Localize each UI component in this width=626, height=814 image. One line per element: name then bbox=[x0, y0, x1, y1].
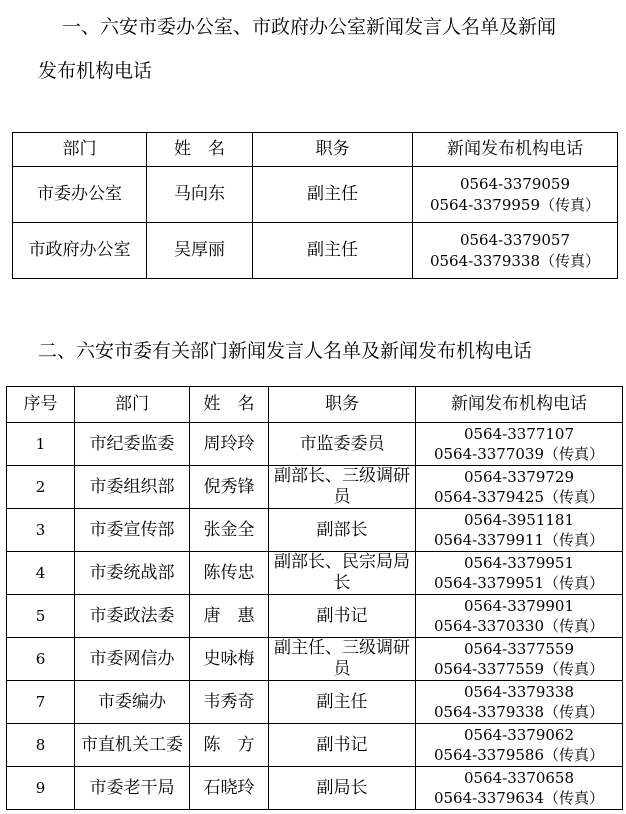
phone-number: 0564-3379729 bbox=[463, 468, 575, 486]
table-row bbox=[7, 509, 623, 552]
phone-cell bbox=[416, 595, 623, 638]
name-cell: 陈 方 bbox=[190, 724, 269, 767]
header-name: 姓 名 bbox=[147, 133, 253, 167]
header-index: 序号 bbox=[7, 387, 75, 423]
section2-table bbox=[6, 386, 623, 810]
table-row bbox=[13, 167, 618, 223]
header-name: 姓 名 bbox=[190, 387, 269, 423]
position-cell: 副书记 bbox=[269, 595, 416, 638]
fax-number: 0564-3379634（传真） bbox=[433, 789, 605, 807]
name-cell: 吴厚丽 bbox=[147, 223, 253, 279]
name-cell: 倪秀锋 bbox=[190, 466, 269, 509]
section1-table bbox=[12, 132, 618, 279]
table-row bbox=[7, 466, 623, 509]
position-cell: 副书记 bbox=[269, 724, 416, 767]
dept-cell: 市委老干局 bbox=[75, 767, 190, 810]
phone-cell bbox=[416, 767, 623, 810]
table-row bbox=[7, 638, 623, 681]
header-dept: 部门 bbox=[75, 387, 190, 423]
index-cell: 9 bbox=[7, 767, 75, 810]
position-cell: 副主任 bbox=[253, 167, 413, 223]
phone-number: 0564-3377559 bbox=[463, 640, 575, 658]
header-dept: 部门 bbox=[13, 133, 147, 167]
phone-number: 0564-3377107 bbox=[463, 425, 575, 443]
fax-number: 0564-3379911（传真） bbox=[433, 531, 605, 549]
dept-cell: 市政府办公室 bbox=[13, 223, 147, 279]
fax-number: 0564-3370330（传真） bbox=[433, 617, 605, 635]
fax-number: 0564-3379338（传真） bbox=[429, 251, 601, 270]
phone-number: 0564-3379059 bbox=[459, 174, 571, 193]
position-cell: 副部长、三级调研员 bbox=[269, 466, 416, 509]
fax-number: 0564-3379951（传真） bbox=[433, 574, 605, 592]
name-cell: 史咏梅 bbox=[190, 638, 269, 681]
table-row bbox=[7, 552, 623, 595]
table-row bbox=[13, 223, 618, 279]
position-cell: 副主任、三级调研员 bbox=[269, 638, 416, 681]
index-cell: 8 bbox=[7, 724, 75, 767]
name-cell: 马向东 bbox=[147, 167, 253, 223]
dept-cell: 市直机关工委 bbox=[75, 724, 190, 767]
name-cell: 唐 惠 bbox=[190, 595, 269, 638]
section1-title-line2: 发布机构电话 bbox=[38, 60, 153, 82]
phone-cell bbox=[416, 724, 623, 767]
phone-number: 0564-3379062 bbox=[463, 726, 575, 744]
table-row bbox=[7, 595, 623, 638]
index-cell: 3 bbox=[7, 509, 75, 552]
phone-cell bbox=[416, 423, 623, 466]
table-row bbox=[7, 423, 623, 466]
name-cell: 张金全 bbox=[190, 509, 269, 552]
phone-number: 0564-3370658 bbox=[463, 769, 575, 787]
phone-cell bbox=[416, 509, 623, 552]
fax-number: 0564-3379425（传真） bbox=[433, 488, 605, 506]
phone-number: 0564-3379338 bbox=[463, 683, 575, 701]
dept-cell: 市委办公室 bbox=[13, 167, 147, 223]
dept-cell: 市纪委监委 bbox=[75, 423, 190, 466]
position-cell: 副局长 bbox=[269, 767, 416, 810]
fax-number: 0564-3379338（传真） bbox=[433, 703, 605, 721]
position-cell: 副部长、民宗局局长 bbox=[269, 552, 416, 595]
section1-title-line1: 一、六安市委办公室、市政府办公室新闻发言人名单及新闻 bbox=[62, 16, 557, 38]
index-cell: 7 bbox=[7, 681, 75, 724]
dept-cell: 市委编办 bbox=[75, 681, 190, 724]
fax-number: 0564-3379586（传真） bbox=[433, 746, 605, 764]
dept-cell: 市委组织部 bbox=[75, 466, 190, 509]
name-cell: 周玲玲 bbox=[190, 423, 269, 466]
table-header-row bbox=[13, 133, 618, 167]
position-cell: 副主任 bbox=[269, 681, 416, 724]
index-cell: 6 bbox=[7, 638, 75, 681]
phone-cell bbox=[416, 552, 623, 595]
index-cell: 2 bbox=[7, 466, 75, 509]
table-header-row bbox=[7, 387, 623, 423]
index-cell: 4 bbox=[7, 552, 75, 595]
phone-cell bbox=[416, 466, 623, 509]
phone-number: 0564-3379901 bbox=[463, 597, 575, 615]
name-cell: 韦秀奇 bbox=[190, 681, 269, 724]
header-position: 职务 bbox=[269, 387, 416, 423]
dept-cell: 市委网信办 bbox=[75, 638, 190, 681]
table-row bbox=[7, 724, 623, 767]
header-phone: 新闻发布机构电话 bbox=[416, 387, 623, 423]
index-cell: 1 bbox=[7, 423, 75, 466]
name-cell: 石晓玲 bbox=[190, 767, 269, 810]
section2-title: 二、六安市委有关部门新闻发言人名单及新闻发布机构电话 bbox=[38, 340, 533, 362]
dept-cell: 市委宣传部 bbox=[75, 509, 190, 552]
phone-cell bbox=[416, 638, 623, 681]
phone-number: 0564-3951181 bbox=[463, 511, 575, 529]
index-cell: 5 bbox=[7, 595, 75, 638]
header-position: 职务 bbox=[253, 133, 413, 167]
position-cell: 副部长 bbox=[269, 509, 416, 552]
position-cell: 副主任 bbox=[253, 223, 413, 279]
phone-cell bbox=[413, 167, 618, 223]
phone-cell bbox=[413, 223, 618, 279]
fax-number: 0564-3379959（传真） bbox=[429, 195, 601, 214]
fax-number: 0564-3377559（传真） bbox=[433, 660, 605, 678]
header-phone: 新闻发布机构电话 bbox=[413, 133, 618, 167]
phone-number: 0564-3379951 bbox=[463, 554, 575, 572]
phone-cell bbox=[416, 681, 623, 724]
name-cell: 陈传忠 bbox=[190, 552, 269, 595]
table-row bbox=[7, 681, 623, 724]
phone-number: 0564-3379057 bbox=[459, 230, 571, 249]
table-row bbox=[7, 767, 623, 810]
fax-number: 0564-3377039（传真） bbox=[433, 445, 605, 463]
dept-cell: 市委统战部 bbox=[75, 552, 190, 595]
dept-cell: 市委政法委 bbox=[75, 595, 190, 638]
position-cell: 市监委委员 bbox=[269, 423, 416, 466]
